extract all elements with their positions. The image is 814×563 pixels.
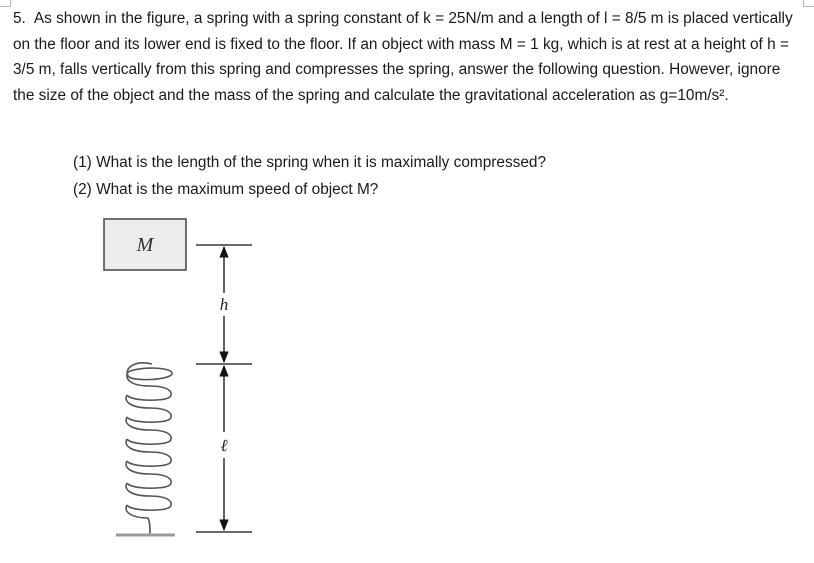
question-1: (1) What is the length of the spring when it is maximally compressed? <box>73 154 547 171</box>
length-label: ℓ <box>220 436 228 455</box>
question-2: (2) What is the maximum speed of object M? <box>73 180 379 198</box>
mass-label: M <box>136 234 154 256</box>
problem-text: As shown in the figure, a spring with a spring constant of k = 25N/m and a length of l = 8/5 m is placed vertically on the floor and its lower end is fixed to the floor. If an object with mass M = 1 kg, which is at rest at a height of h = 3/5 m, falls vertically from this spring and compresses the spring, answer the following question. However, ignore the size of the object and the mass of the spring and calculate the gravitational acceleration as g=10m/s². <box>13 10 793 104</box>
spring-coil <box>126 363 172 534</box>
problem-number: 5. <box>13 10 26 27</box>
height-label: h <box>219 295 229 314</box>
